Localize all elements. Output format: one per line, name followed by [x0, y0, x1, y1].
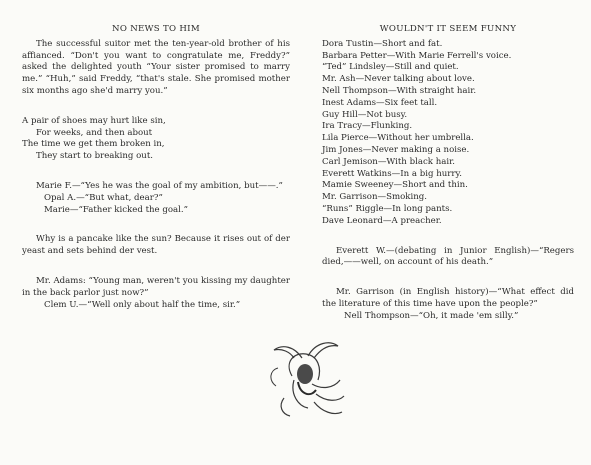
adams-line: Mr. Adams: “Young man, weren't you kissing my daughter in the back parlor just now?”: [22, 275, 290, 298]
garrison-question: Mr. Garrison (in English history)—“What effect did the literature of this time have upon the people?”: [322, 287, 574, 309]
funny-list-item: Mamie Sweeney—Short and thin.: [322, 180, 468, 191]
funny-list-item: “Ted” Lindsley—Still and quiet.: [322, 62, 459, 73]
decorative-monogram-icon: [264, 336, 346, 420]
poem-line-3: The time we get them broken in,: [22, 139, 165, 150]
marie-line: Marie F.—“Yes he was the goal of my ambition, but——.”: [36, 180, 283, 191]
funny-list-item: Nell Thompson—With straight hair.: [322, 85, 477, 96]
left-heading: NO NEWS TO HIM: [112, 24, 200, 34]
everett-debate: Everett W.—(debating in Junior English)—“Regers died,——well, on account of his death.”: [322, 245, 574, 268]
funny-list-item: Carl Jemison—With black hair.: [322, 156, 456, 167]
funny-list-item: “Runs” Riggle—In long pants.: [322, 203, 453, 214]
funny-list-item: Barbara Petter—With Marie Ferrell's voice.: [322, 50, 512, 61]
funny-list-item: Mr. Ash—Never talking about love.: [322, 74, 475, 85]
left-column: [22, 24, 290, 311]
funny-list-item: Dave Leonard—A preacher.: [322, 215, 442, 226]
opal-line: Opal A.—“But what, dear?”: [44, 192, 163, 203]
funny-list-item: Dora Tustin—Short and fat.: [322, 38, 443, 49]
funny-list-item: Inest Adams—Six feet tall.: [322, 97, 438, 108]
clem-line: Clem U.—“Well only about half the time, sir.”: [44, 299, 241, 310]
suitor-paragraph: The successful suitor met the ten-year-old brother of his affianced. “Don't you want to congratulate me, Freddy?” asked the delighted youth “Your sister promised to marry me.” “Huh,” said Freddy, “that's stale. She promised mother six months ago she'd marry you.”: [22, 38, 290, 96]
poem-line-1: A pair of shoes may hurt like sin,: [22, 115, 166, 126]
funny-list-item: Lila Pierce—Without her umbrella.: [322, 133, 474, 144]
pancake-joke: Why is a pancake like the sun? Because it rises out of der yeast and sets behind der vest.: [22, 234, 290, 257]
funny-list-item: Mr. Garrison—Smoking.: [322, 192, 428, 203]
funny-list: [322, 39, 574, 228]
funny-list-item: Ira Tracy—Flunking.: [322, 121, 413, 132]
poem-line-2: For weeks, and then about: [36, 127, 153, 138]
right-heading: WOULDN'T IT SEEM FUNNY: [379, 24, 517, 34]
funny-list-item: Guy Hill—Not busy.: [322, 109, 408, 120]
marie-reply-line: Marie—“Father kicked the goal.”: [44, 204, 189, 215]
nell-answer: Nell Thompson—“Oh, it made 'em silly.”: [344, 310, 519, 321]
funny-list-item: Everett Watkins—In a big hurry.: [322, 168, 462, 179]
poem-line-4: They start to breaking out.: [36, 151, 154, 162]
funny-list-item: Jim Jones—Never making a noise.: [322, 144, 470, 155]
right-column: [322, 24, 574, 323]
